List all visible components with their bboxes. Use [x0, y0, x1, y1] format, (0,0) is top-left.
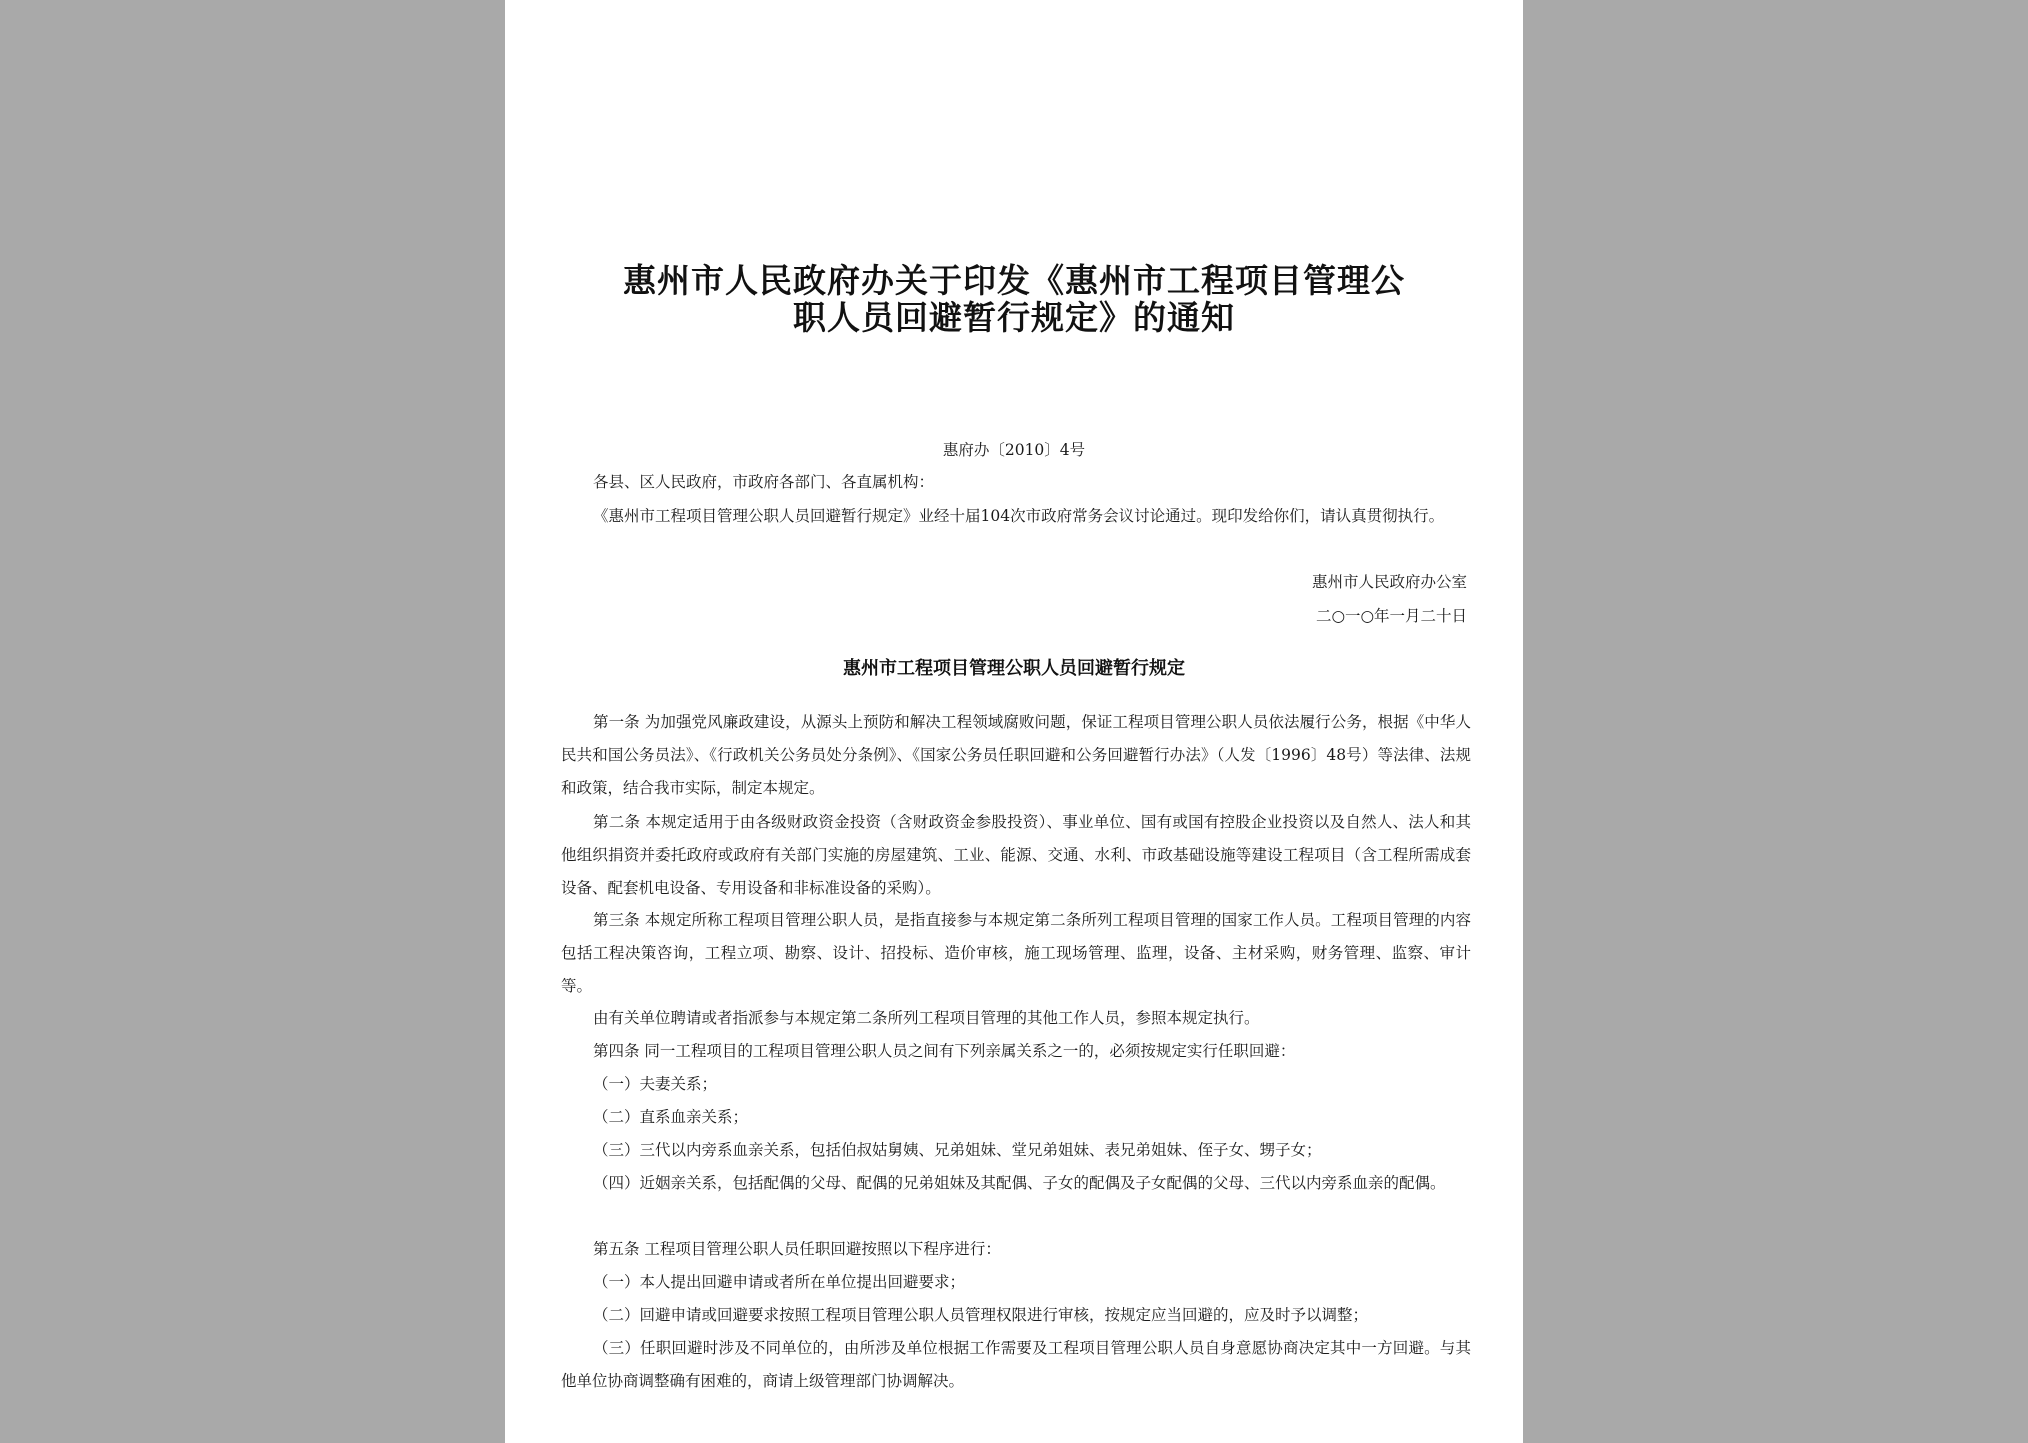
signature: 惠州市人民政府办公室: [1311, 573, 1467, 591]
article-3: 第三条 本规定所称工程项目管理公职人员，是指直接参与本规定第二条所列工程项目管理的国家工作人员。工程项目管理的内容包括工程决策咨询，工程立项、勘察、设计、招投标、造价审核，施工现场管理、监理，设备、主材采购，财务管理、监察、审计等。: [561, 911, 1471, 995]
article-3-note: 由有关单位聘请或者指派参与本规定第二条所列工程项目管理的其他工作人员，参照本规定执行。: [593, 1009, 1260, 1027]
article-5-item-3: （三）任职回避时涉及不同单位的，由所涉及单位根据工作需要及工程项目管理公职人员自身意愿协商决定其中一方回避。与其他单位协商调整确有困难的，商请上级管理部门协调解决。: [561, 1339, 1471, 1390]
article-1: 第一条 为加强党风廉政建设，从源头上预防和解决工程领域腐败问题，保证工程项目管理公职人员依法履行公务，根据《中华人民共和国公务员法》、《行政机关公务员处分条例》、《国家公务员任职回避和公务回避暂行办法》（人发〔1996〕48号）等法律、法规和政策，结合我市实际，制定本规定。: [561, 713, 1471, 797]
issue-date: 二○一○年一月二十日: [1315, 607, 1467, 625]
title-line-1: 惠州市人民政府办关于印发《惠州市工程项目管理公: [623, 261, 1405, 300]
article-4-item-3: （三）三代以内旁系血亲关系，包括伯叔姑舅姨、兄弟姐妹、堂兄弟姐妹、表兄弟姐妹、侄子女、甥子女；: [593, 1141, 1322, 1159]
article-4-item-4: （四）近姻亲关系，包括配偶的父母、配偶的兄弟姐妹及其配偶、子女的配偶及子女配偶的父母、三代以内旁系血亲的配偶。: [593, 1174, 1446, 1192]
article-5: 第五条 工程项目管理公职人员任职回避按照以下程序进行：: [593, 1240, 1001, 1258]
article-5-item-2: （二）回避申请或回避要求按照工程项目管理公职人员管理权限进行审核，按规定应当回避的，应及时予以调整；: [593, 1306, 1369, 1324]
rules-title: 惠州市工程项目管理公职人员回避暂行规定: [843, 658, 1185, 679]
document-number: 惠府办〔2010〕4号: [942, 441, 1086, 459]
document-page: [505, 0, 1523, 1443]
article-5-item-1: （一）本人提出回避申请或者所在单位提出回避要求；: [593, 1273, 966, 1291]
title-line-2: 职人员回避暂行规定》的通知: [793, 298, 1235, 337]
article-2: 第二条 本规定适用于由各级财政资金投资（含财政资金参股投资）、事业单位、国有或国有控股企业投资以及自然人、法人和其他组织捐资并委托政府或政府有关部门实施的房屋建筑、工业、能源、交通、水利、市政基础设施等建设工程项目（含工程所需成套设备、配套机电设备、专用设备和非标准设备的采购）。: [561, 813, 1471, 897]
intro-paragraph: 《惠州市工程项目管理公职人员回避暂行规定》业经十届104次市政府常务会议讨论通过。现印发给你们，请认真贯彻执行。: [593, 507, 1445, 525]
salutation: 各县、区人民政府，市政府各部门、各直属机构：: [593, 473, 935, 491]
document-title: [505, 262, 1523, 336]
article-4: 第四条 同一工程项目的工程项目管理公职人员之间有下列亲属关系之一的，必须按规定实行任职回避：: [593, 1042, 1296, 1060]
article-4-item-1: （一）夫妻关系；: [593, 1075, 718, 1093]
article-4-item-2: （二）直系血亲关系；: [593, 1108, 749, 1126]
